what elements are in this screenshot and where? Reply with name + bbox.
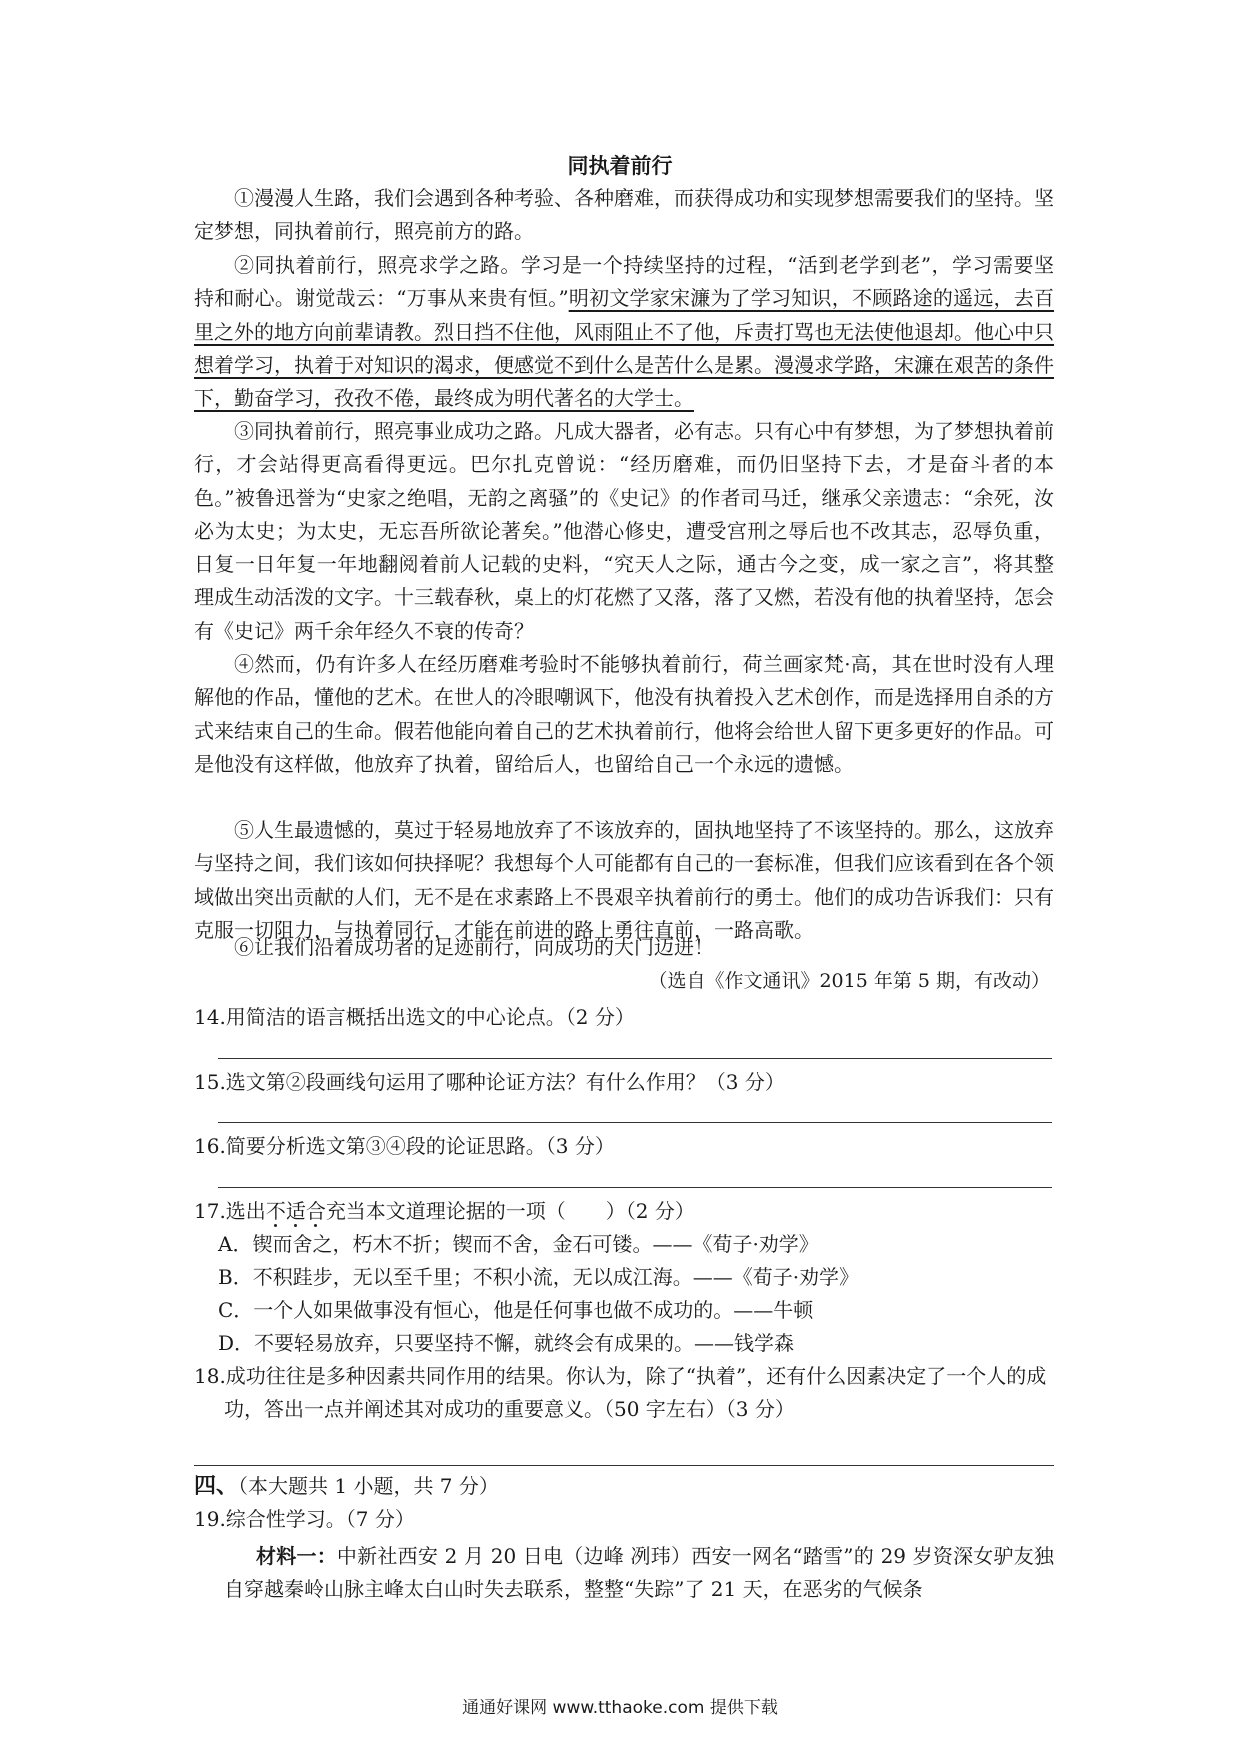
answer-line-14[interactable] — [218, 1058, 1052, 1059]
emphasis-char: 适 — [285, 1199, 306, 1223]
question-17-prefix: 17.选出 — [194, 1199, 266, 1223]
question-15: 15.选文第②段画线句运用了哪种论证方法？有什么作用？（3 分） — [194, 1070, 785, 1094]
emphasis-char: 合 — [305, 1199, 326, 1223]
question-17-suffix: 充当本文道理论据的一项（ ）（2 分） — [325, 1199, 695, 1223]
paragraph-6: ⑥让我们沿着成功者的足迹前行，向成功的大门迈进！ — [234, 935, 714, 959]
article-title: 同执着前行 — [567, 153, 673, 178]
paragraph-1: ①漫漫人生路，我们会遇到各种考验、各种磨难，而获得成功和实现梦想需要我们的坚持。坚定梦想，同执着前行，照亮前方的路。 — [194, 186, 1054, 244]
question-14: 14.用简洁的语言概括出选文的中心论点。（2 分） — [194, 1005, 635, 1029]
underlined-sentence: 明初文学家宋濂为了学习知识，不顾路途的遥远，去百里之外的地方向前辈请教。烈日挡不住他，风雨阻止不了他，斥责打骂也无法使他退却。他心中只想着学习，执着于对知识的渴求，便感觉不到什么是苦什么是累。漫漫求学路，宋濂在艰苦的条件下，勤奋学习，孜孜不倦，最终成为明代著名的大学士。 — [194, 286, 1055, 411]
material-one — [224, 1540, 1054, 1607]
section-4-heading — [194, 1470, 499, 1503]
option-a[interactable]: A．锲而舍之，朽木不折；锲而不舍，金石可镂。——《荀子·劝学》 — [218, 1232, 819, 1256]
answer-line-16[interactable] — [218, 1187, 1052, 1188]
article-source: （选自《作文通讯》2015 年第 5 期，有改动） — [648, 970, 1050, 992]
page-footer: 通通好课网 www.tthaoke.com 提供下载 — [462, 1698, 778, 1718]
option-d[interactable]: D．不要轻易放弃，只要坚持不懈，就终会有成果的。——钱学森 — [218, 1331, 795, 1355]
paragraph-5: ⑤人生最遗憾的，莫过于轻易地放弃了不该放弃的，固执地坚持了不该坚持的。那么，这放弃与坚持之间，我们该如何抉择呢？我想每个人可能都有自己的一套标准，但我们应该看到在各个领域做出突出贡献的人们，无不是在求素路上不畏艰辛执着前行的勇士。他们的成功告诉我们：只有克服一切阻力，与执着同行，才能在前进的路上勇往直前，一路高歌。 — [194, 818, 1054, 942]
material-one-text: 中新社西安 2 月 20 日电（边峰 冽玮）西安一网名“踏雪”的 29 岁资深女驴友独自穿越秦岭山脉主峰太白山时失去联系，整整“失踪”了 21 天，在恶劣的气候条 — [224, 1544, 1054, 1602]
paragraph-4: ④然而，仍有许多人在经历磨难考验时不能够执着前行，荷兰画家梵·高，其在世时没有人理解他的作品，懂他的艺术。在世人的冷眼嘲讽下，他没有执着投入艺术创作，而是选择用自杀的方式来结束自己的生命。假若他能向着自己的艺术执着前行，他将会给世人留下更多更好的作品。可是他没有这样做，他放弃了执着，留给后人，也留给自己一个永远的遗憾。 — [194, 652, 1054, 776]
emphasis-char: 不 — [265, 1199, 286, 1223]
option-c[interactable]: C．一个人如果做事没有恒心，他是任何事也做不成功的。——牛顿 — [218, 1298, 814, 1322]
section-4-note: （本大题共 1 小题，共 7 分） — [238, 1474, 499, 1498]
option-b[interactable]: B．不积跬步，无以至千里；不积小流，无以成江海。——《荀子·劝学》 — [218, 1265, 860, 1289]
section-divider — [194, 1465, 1054, 1466]
question-18: 18.成功往往是多种因素共同作用的结果。你认为，除了“执着”，还有什么因素决定了一个人的成功，答出一点并阐述其对成功的重要意义。（50 字左右）（3 分） — [194, 1364, 1047, 1421]
material-one-label: 材料一： — [256, 1544, 337, 1568]
question-16: 16.简要分析选文第③④段的论证思路。（3 分） — [194, 1134, 615, 1158]
paragraph-3: ③同执着前行，照亮事业成功之路。凡成大器者，必有志。只有心中有梦想，为了梦想执着前行，才会站得更高看得更远。巴尔扎克曾说：“经历磨难，而仍旧坚持下去，才是奋斗者的本色。”被鲁迅誉为“史家之绝唱，无韵之离骚”的《史记》的作者司马迁，继承父亲遗志：“余死，汝必为太史；为太史，无忘吾所欲论著矣。”他潜心修史，遭受宫刑之辱后也不改其志，忍辱负重，日复一日年复一年地翻阅着前人记载的史料，“究天人之际，通古今之变，成一家之言”，将其整理成生动活泼的文字。十三载春秋，桌上的灯花燃了又落，落了又燃，若没有他的执着坚持，怎会有《史记》两千余年经久不衰的传奇？ — [194, 419, 1054, 643]
paragraph-2-lead: ②同执着前行，照亮求学之路。学习是一个持续坚持的过程，“活到老学到老”，学习需要坚持和耐心。谢觉哉云：“万事从来贵有恒。” — [194, 253, 1054, 311]
paragraph-2 — [194, 249, 1054, 415]
question-17 — [194, 1195, 1054, 1228]
answer-line-15[interactable] — [218, 1122, 1052, 1123]
section-4-number: 四、 — [194, 1473, 239, 1499]
question-19: 19.综合性学习。（7 分） — [194, 1507, 415, 1531]
